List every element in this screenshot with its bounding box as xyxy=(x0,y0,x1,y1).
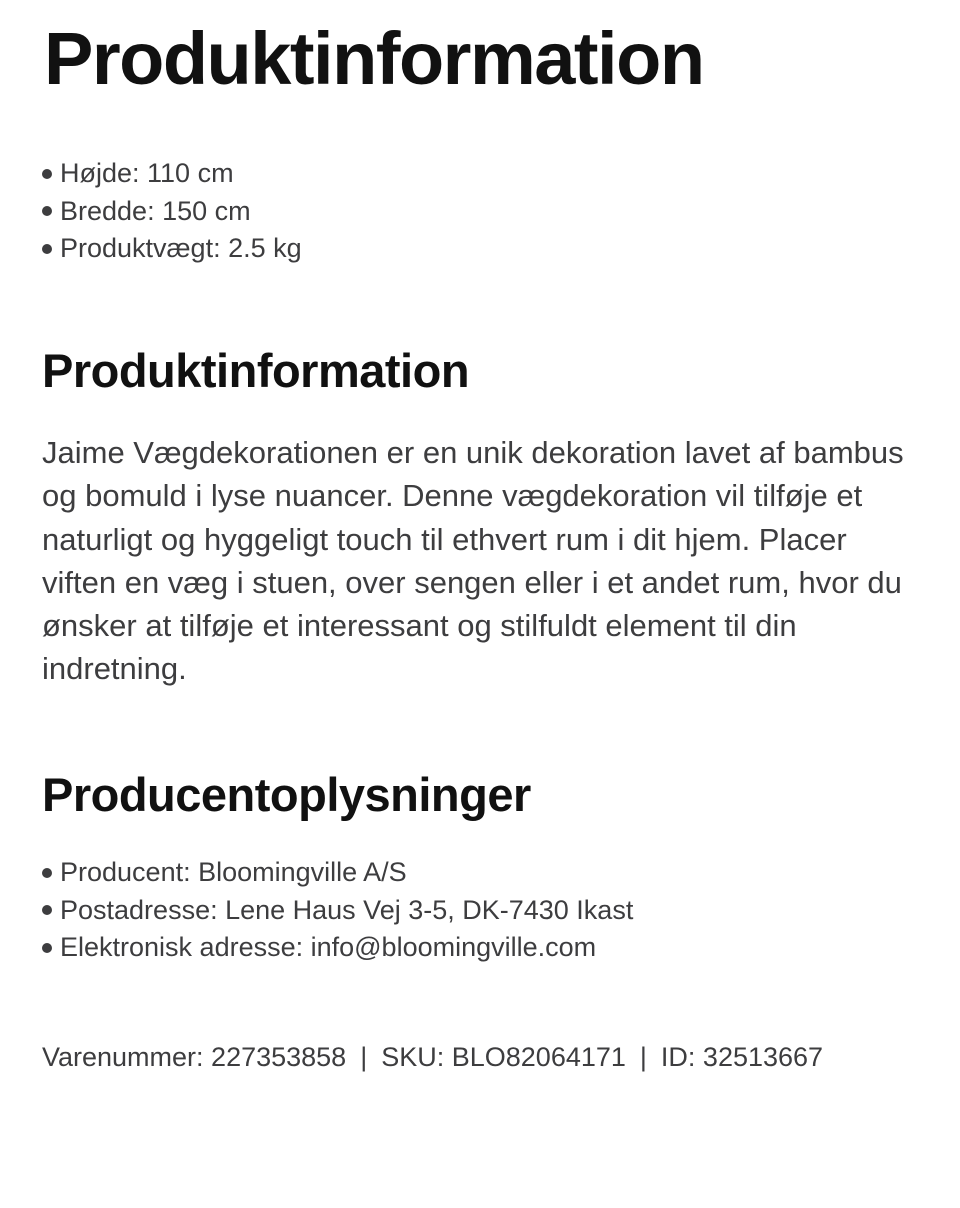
product-info-heading: Produktinformation xyxy=(42,344,470,397)
dimensions-list xyxy=(42,155,302,268)
width-text: Bredde: 150 cm xyxy=(60,195,251,226)
producer-list xyxy=(42,854,633,967)
separator: | xyxy=(360,1042,368,1072)
sku: SKU: BLO82064171 xyxy=(381,1042,626,1072)
item-number: Varenummer: 227353858 xyxy=(42,1042,347,1072)
product-identifiers xyxy=(42,1038,823,1076)
bullet-icon xyxy=(42,169,52,179)
producer-heading: Producentoplysninger xyxy=(42,768,531,821)
list-item-width xyxy=(42,193,302,231)
product-id: ID: 32513667 xyxy=(660,1042,824,1072)
list-item-producer xyxy=(42,854,633,892)
email-text: Elektronisk adresse: info@bloomingville.com xyxy=(60,932,597,962)
bullet-icon xyxy=(42,905,52,915)
bullet-icon xyxy=(42,943,52,953)
product-description: Jaime Vægdekorationen er en unik dekoration lavet af bambus og bomuld i lyse nuancer. Denne vægdekoration vil tilføje et naturligt og hyggeligt touch til ethvert rum i dit hjem. Placer viften en væg i stuen, over sengen eller i et andet rum, hvor du ønsker at tilføje et interessant og stilfuldt element til din indretning. xyxy=(42,435,904,687)
list-item-postal-address xyxy=(42,892,633,930)
list-item-height xyxy=(42,155,302,193)
weight-text: Produktvægt: 2.5 kg xyxy=(60,233,302,263)
producer-name-text: Producent: Bloomingville A/S xyxy=(60,857,407,887)
list-item-email xyxy=(42,929,633,967)
separator: | xyxy=(639,1042,647,1072)
bullet-icon xyxy=(42,206,52,216)
bullet-icon xyxy=(42,244,52,254)
list-item-weight xyxy=(42,230,302,268)
page-title: Produktinformation xyxy=(44,17,704,100)
postal-address-text: Postadresse: Lene Haus Vej 3-5, DK-7430 Ikast xyxy=(60,894,634,925)
height-text: Højde: 110 cm xyxy=(60,158,234,188)
bullet-icon xyxy=(42,868,52,878)
